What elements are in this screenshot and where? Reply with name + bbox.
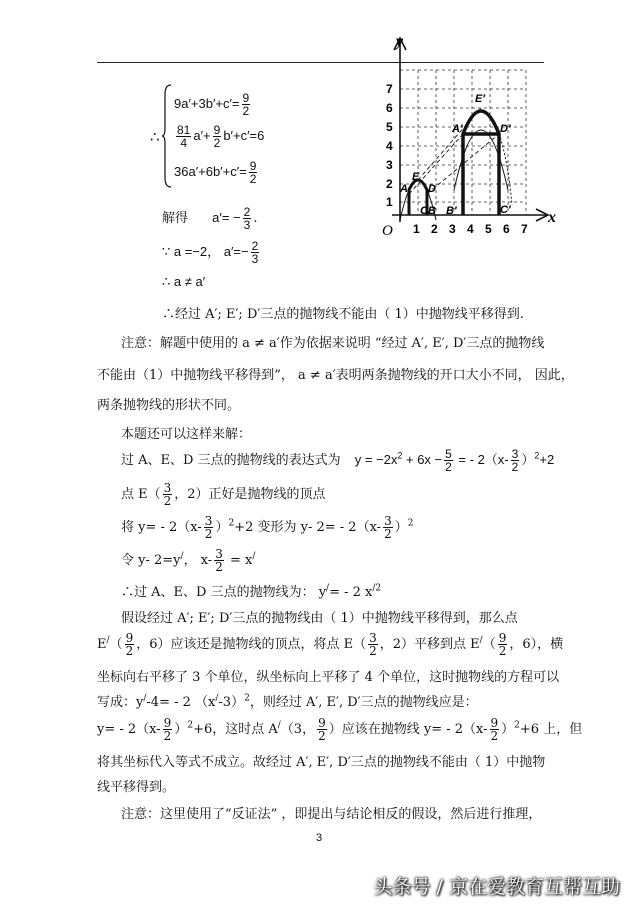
point-label: E [412,171,420,183]
assume-line-7: 线平移得到。 [97,780,176,795]
assume-line-5: y= - 2（x- $\frac{9}{2}$ ）$^2$+6，这时点 A/（3， $\frac{9}{2}$ ）应该在抛物线 y= - 2（x- $\frac{9}{2}$ ）$^2$+6 上，但 [97,716,583,743]
point-label: D [428,183,436,195]
assume-line-4: 写成：y/-4= - 2 $(x^/-3)^2$，则经过 A′, E′, D′三点的抛物线应是： [97,693,478,710]
assume-line-3: 坐标向右平移了 3 个单位，纵坐标向上平移了 4 个单位，这时抛物线的方程可以 [97,670,560,685]
point-label: A [400,183,408,195]
note-1-line-1: 注意：解题中使用的 a ≠ a′作为依据来说明 “经过 A′, E′, D′三点的抛物线 [121,336,545,351]
transform-line: 将 y= - 2（x- $\frac{3}{2}$ ）$^2$+2 变形为 y- 2= - 2（x- $\frac{3}{2}$ ）$^2$ [121,514,414,541]
y-tick: 6 [386,101,393,115]
assume-line-2: E/（ $\frac{9}{2}$ ，6）应该还是抛物线的顶点，将点 E（ $\frac{3}{2}$ ，2）平移到点 E/（ $\frac{9}{2}$ ，6），横 [97,631,564,658]
point-label: B′ [446,205,457,217]
x-tick: 6 [503,222,510,236]
system-eq1 [174,92,252,117]
note-2: 注意：这里使用了“反证法” ，即提出与结论相反的假设，然后进行推理， [121,807,542,822]
eq1-lhs: 9a′+3b′+c′= [174,95,240,111]
system-brace [162,84,172,188]
eq3-fraction: $\frac{9}{2}$ [249,159,257,186]
x-tick: 1 [413,222,420,236]
solve-fraction: $\frac{2}{3}$ [243,205,251,232]
x-tick: 5 [485,222,492,236]
solve-line: 解得 a′= − $\frac{2}{3}$ . [162,205,258,232]
y-tick: 4 [386,139,393,153]
eq1-fraction: $\frac{9}{2}$ [242,91,250,118]
assume-line-1: 假设经过 A′; E′; D′三点的抛物线由（ 1）中抛物线平移得到，那么点 [121,611,518,626]
watermark: 头条号 / 京在爱教育互帮互助 [373,876,620,898]
solve-result: a′= − [212,210,241,225]
point-label: D′ [500,123,511,135]
solve-label: 解得 [162,211,189,226]
x-tick: 3 [449,222,456,236]
neq-line: ∴ a ≠ a′ [162,274,206,289]
x-tick: 2 [431,222,438,236]
y-tick: 1 [386,195,393,209]
point-label: A′ [452,123,463,135]
assume-line-6: 将其坐标代入等式不成立。故经过 A′, E′, D′三点的抛物线不能由（ 1）中抛物 [97,755,546,770]
eq2-fraction-a: $\frac{81}{4}$ [177,123,191,150]
point-label: C [420,205,428,217]
let-line: 令 y- 2=y/， x- $\frac{3}{2}$ = x/ [121,547,256,574]
y-tick-labels [386,82,393,209]
because-fraction: $\frac{2}{3}$ [251,239,259,266]
origin-label: O [382,223,393,239]
y-tick: 5 [386,120,393,134]
coordinate-graph [360,30,560,245]
through-line: ∴过 A、E、D 三点的抛物线为： y/= - 2 $x^{/2}$ [121,583,382,600]
point-label: C′ [500,204,511,216]
because-line: ∵ a =−2， a′=− $\frac{2}{3}$ [162,239,259,266]
point-label: B [428,205,436,217]
graph-axes [392,38,548,222]
y-axis-label: y [396,33,404,50]
y-tick: 2 [386,177,393,191]
therefore-symbol: ∴ [150,129,160,146]
x-axis-label: x [548,209,556,226]
system-eq2: $\frac{81}{4}$ a′+ $\frac{9}{2}$ b′+c′=6 [177,123,265,150]
y-tick: 7 [386,82,393,96]
system-eq3: 36a′+6b′+c′= $\frac{9}{2}$ [174,159,257,186]
conclusion-1: ∴经过 A′; E′; D′三点的抛物线不能由（ 1）中抛物线平移得到. [162,307,524,322]
x-tick: 4 [467,222,474,236]
x-tick: 7 [521,222,528,236]
alt-line-1: 过 A、E、D 三点的抛物线的表达式为 $y = -2x^2 + 6x$ − $\frac{5}{2}$ = - 2（x- $\frac{3}{2}$ ）$^2$+2 [121,447,555,474]
note-1-line-2: 不能由（1）中抛物线平移得到”， a ≠ a′表明两条抛物线的开口大小不同， 因此， [97,368,574,383]
point-labels [399,93,512,217]
vertex-line: 点 E（ $\frac{3}{2}$ ，2）正好是抛物线的顶点 [121,481,326,508]
eq2-fraction-b: $\frac{9}{2}$ [213,123,221,150]
page-number: 3 [316,832,323,844]
y-tick: 3 [386,158,393,172]
point-label: E′ [475,93,485,105]
x-tick-labels [413,222,528,236]
alt-intro: 本题还可以这样来解： [121,427,252,442]
note-1-line-3: 两条抛物线的形状不同。 [97,398,241,413]
